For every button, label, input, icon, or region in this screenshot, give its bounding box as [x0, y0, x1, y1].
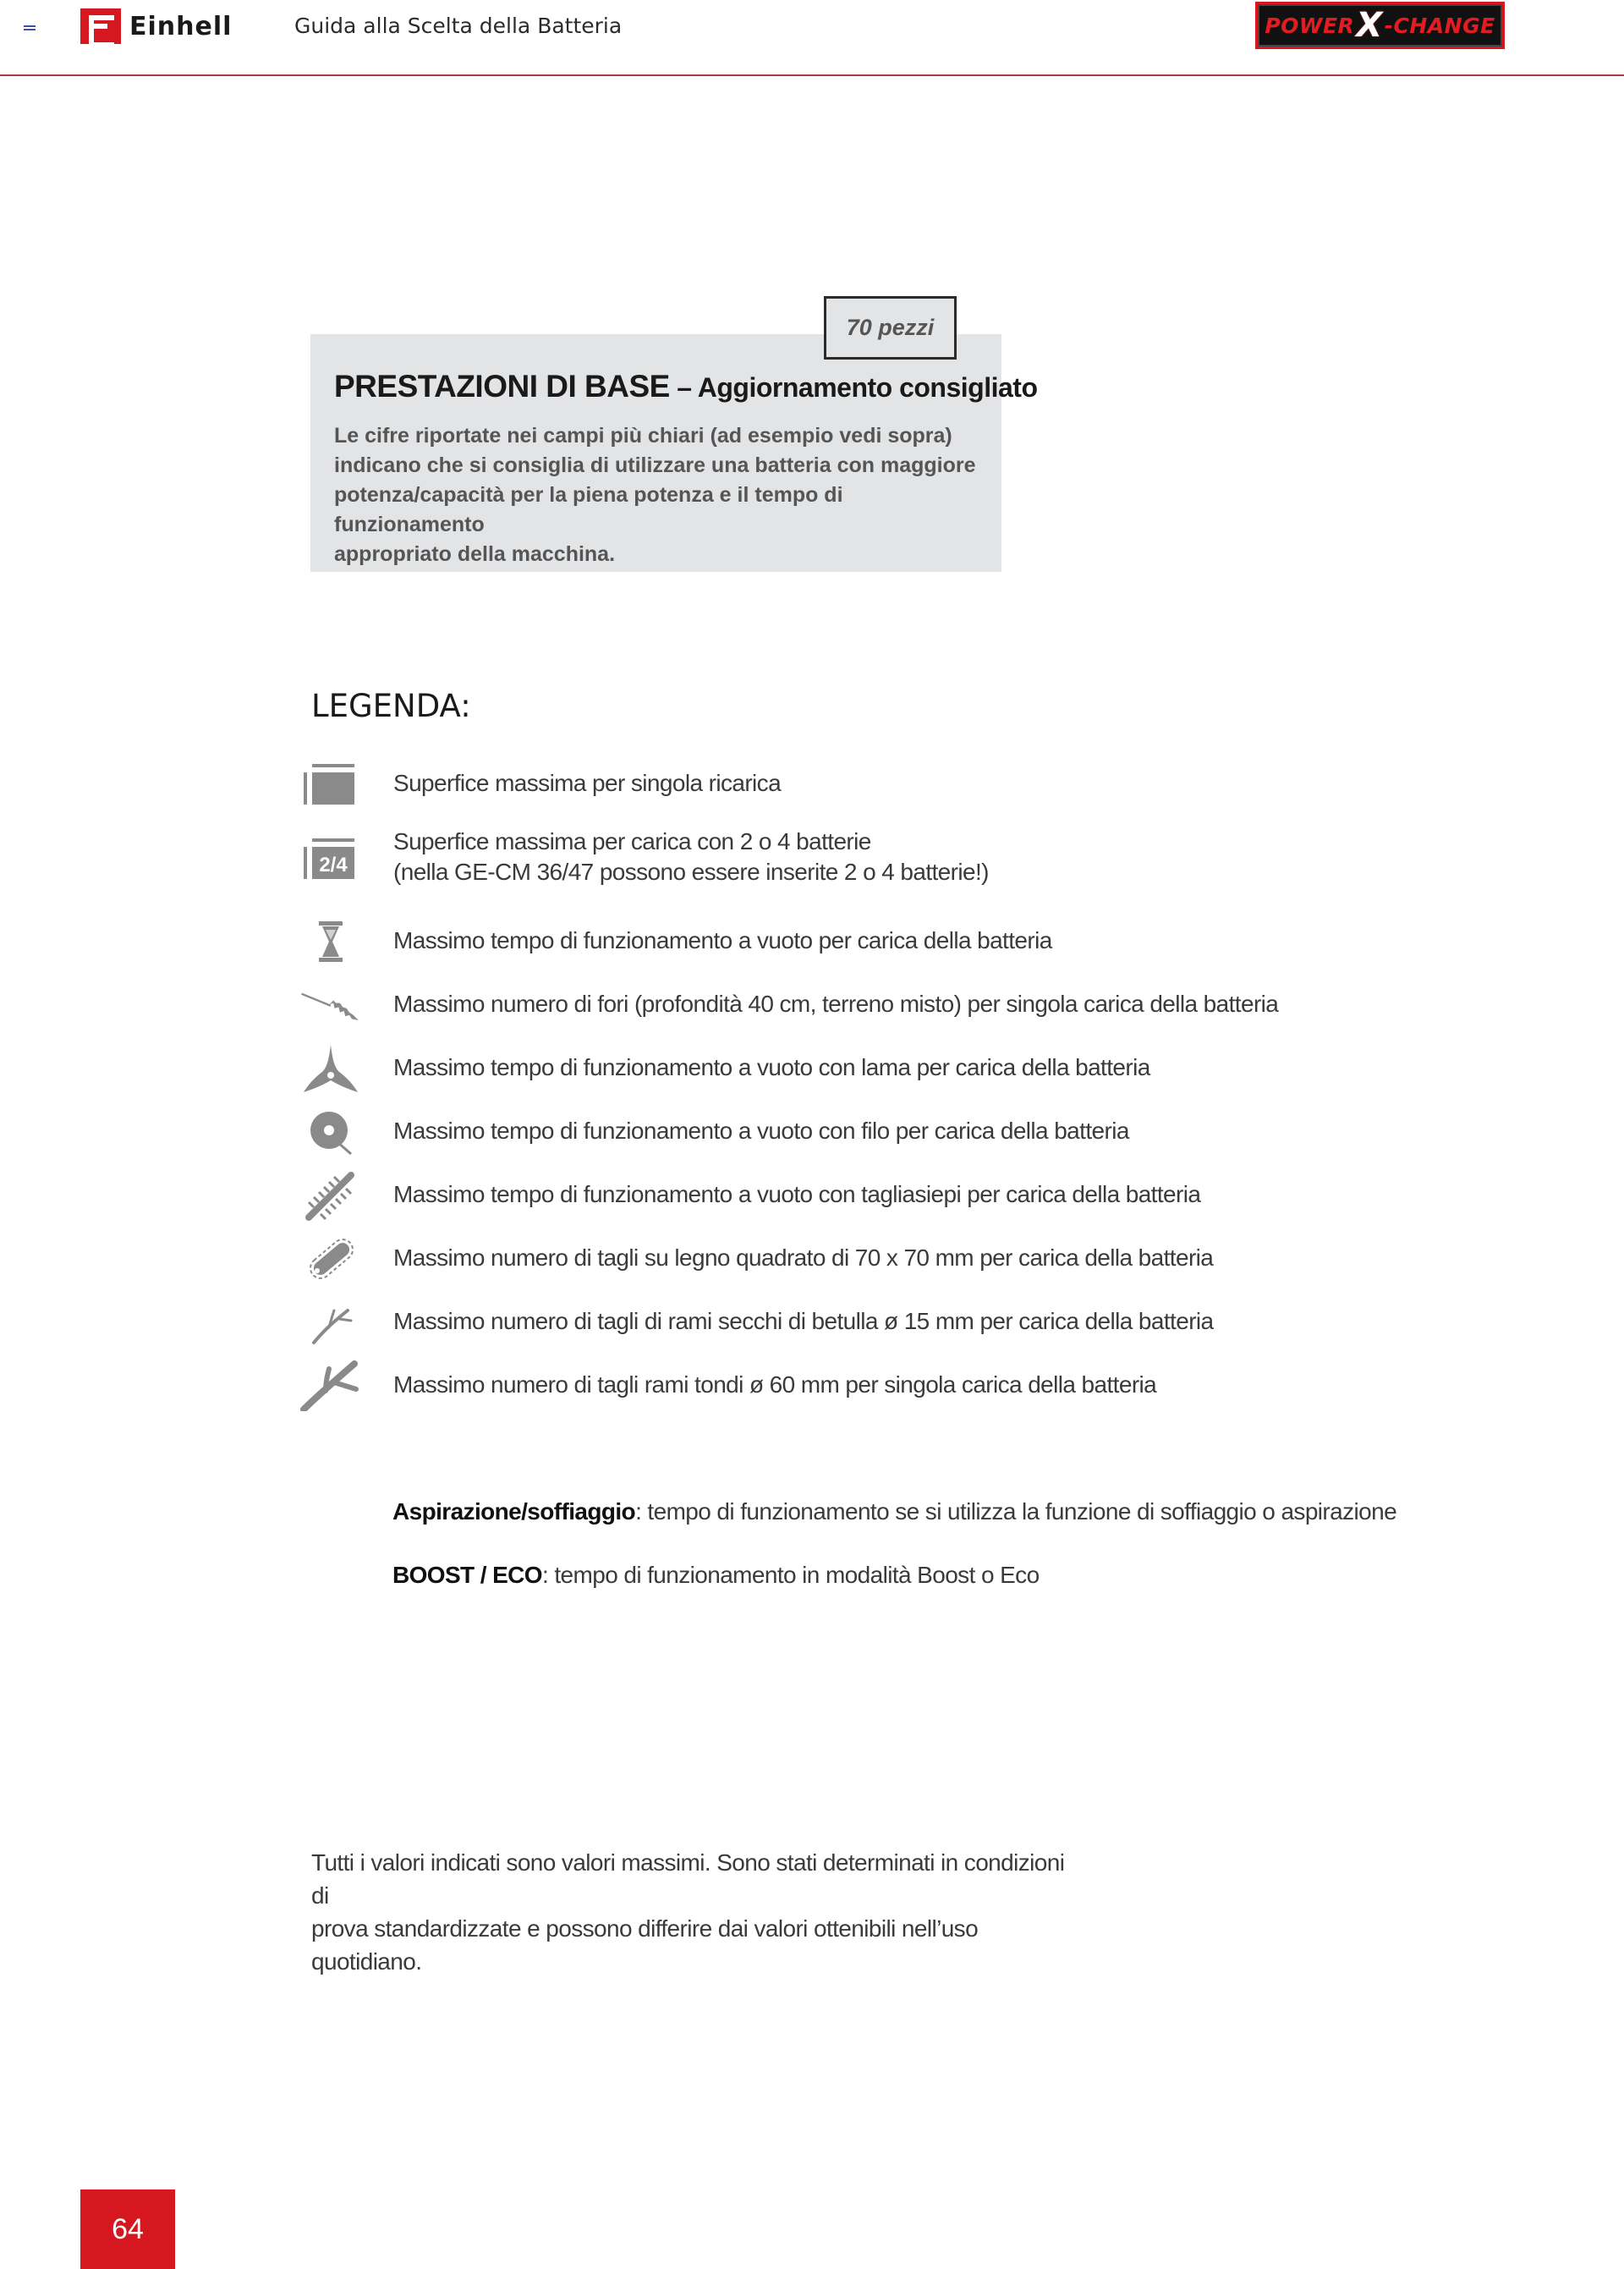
legend-item-text: Massimo tempo di funzionamento a vuoto con tagliasiepi per carica della batteria	[393, 1181, 1201, 1207]
legend-item-text: Massimo numero di tagli rami tondi ø 60 mm per singola carica della batteria	[393, 1371, 1157, 1398]
legend-heading: LEGENDA:	[311, 688, 471, 724]
info-title-sub: – Aggiornamento consigliato	[669, 372, 1038, 403]
info-box-title	[334, 369, 1037, 404]
brand-name: Einhell	[129, 11, 233, 41]
badge-left: POWER	[1265, 13, 1355, 38]
legend-item-text: Superfice massima per singola ricarica	[393, 770, 782, 796]
badge-right: -CHANGE	[1384, 13, 1495, 38]
info-line: Le cifre riportate nei campi più chiari (ad esempio vedi sopra)	[334, 424, 952, 448]
legend-item	[300, 1233, 1214, 1284]
legend-item	[300, 828, 989, 885]
line-spool-icon	[300, 1107, 361, 1157]
blade-icon	[300, 1043, 361, 1094]
auger-icon	[300, 980, 361, 1030]
info-title-main: PRESTAZIONI DI BASE	[334, 369, 670, 404]
legend-item	[300, 759, 782, 810]
note-text: : tempo di funzionamento in modalità Boost o Eco	[541, 1562, 1040, 1588]
legend-item	[300, 980, 1279, 1030]
sample-value-tag: 70 pezzi	[824, 296, 957, 360]
area-icon	[300, 759, 361, 810]
note-boost-eco	[392, 1562, 1040, 1589]
legend-item-text: Massimo numero di tagli su legno quadrato di 70 x 70 mm per carica della batteria	[393, 1244, 1214, 1271]
info-line: indicano che si consiglia di utilizzare una batteria con maggiore	[334, 453, 976, 477]
disclaimer-line: Tutti i valori indicati sono valori massimi. Sono stati determinati in condizioni di	[311, 1849, 1065, 1909]
badge-x: X	[1356, 6, 1383, 45]
info-line: potenza/capacità per la piena potenza e il tempo di funzionamento	[334, 483, 843, 536]
power-x-change-logo	[1255, 2, 1505, 49]
legend-item	[300, 916, 1052, 967]
hourglass-icon	[300, 916, 361, 967]
legend-item	[300, 1360, 1157, 1411]
multi-battery-badge: 2/4	[319, 854, 348, 876]
area-multi-battery-icon	[300, 833, 361, 884]
small-branch-icon	[300, 1297, 361, 1348]
page-number: 64	[80, 2189, 175, 2269]
note-label: Aspirazione/soffiaggio	[392, 1498, 636, 1525]
legend-item-text: Massimo tempo di funzionamento a vuoto con lama per carica della batteria	[393, 1054, 1150, 1080]
legend-item-text: Massimo numero di tagli di rami secchi di betulla ø 15 mm per carica della batteria	[393, 1308, 1214, 1334]
einhell-logo-mark	[80, 8, 121, 44]
legend-item-text: Massimo numero di fori (profondità 40 cm, terreno misto) per singola carica della batteria	[393, 991, 1279, 1017]
legend-item	[300, 1107, 1129, 1157]
legend-item	[300, 1043, 1150, 1094]
legend-item	[300, 1297, 1214, 1348]
legend-item-text: Massimo tempo di funzionamento a vuoto con filo per carica della batteria	[393, 1118, 1129, 1144]
large-branch-icon	[300, 1360, 361, 1411]
note-text: : tempo di funzionamento se si utilizza la funzione di soffiaggio o aspirazione	[635, 1498, 1397, 1525]
document-title: Guida alla Scelta della Batteria	[294, 14, 623, 38]
disclaimer	[311, 1846, 1073, 1978]
menu-icon[interactable]	[24, 25, 36, 34]
legend-item-text	[393, 827, 989, 887]
note-suction-blowing	[392, 1498, 1396, 1525]
legend-item-line: (nella GE-CM 36/47 possono essere inserite 2 o 4 batterie!)	[393, 859, 989, 885]
legend-item-line: Superfice massima per carica con 2 o 4 batterie	[393, 828, 871, 854]
legend-item-text: Massimo tempo di funzionamento a vuoto per carica della batteria	[393, 927, 1052, 953]
info-line: appropriato della macchina.	[334, 542, 616, 566]
einhell-logo	[80, 8, 232, 44]
page-header	[0, 0, 1624, 76]
disclaimer-line: prova standardizzate e possono differire dai valori ottenibili nell’uso quotidiano.	[311, 1915, 979, 1975]
note-label: BOOST / ECO	[392, 1562, 542, 1588]
legend-item	[300, 1170, 1201, 1221]
hedge-trimmer-icon	[300, 1170, 361, 1221]
info-box-text	[334, 421, 977, 569]
chainsaw-icon	[300, 1233, 361, 1284]
